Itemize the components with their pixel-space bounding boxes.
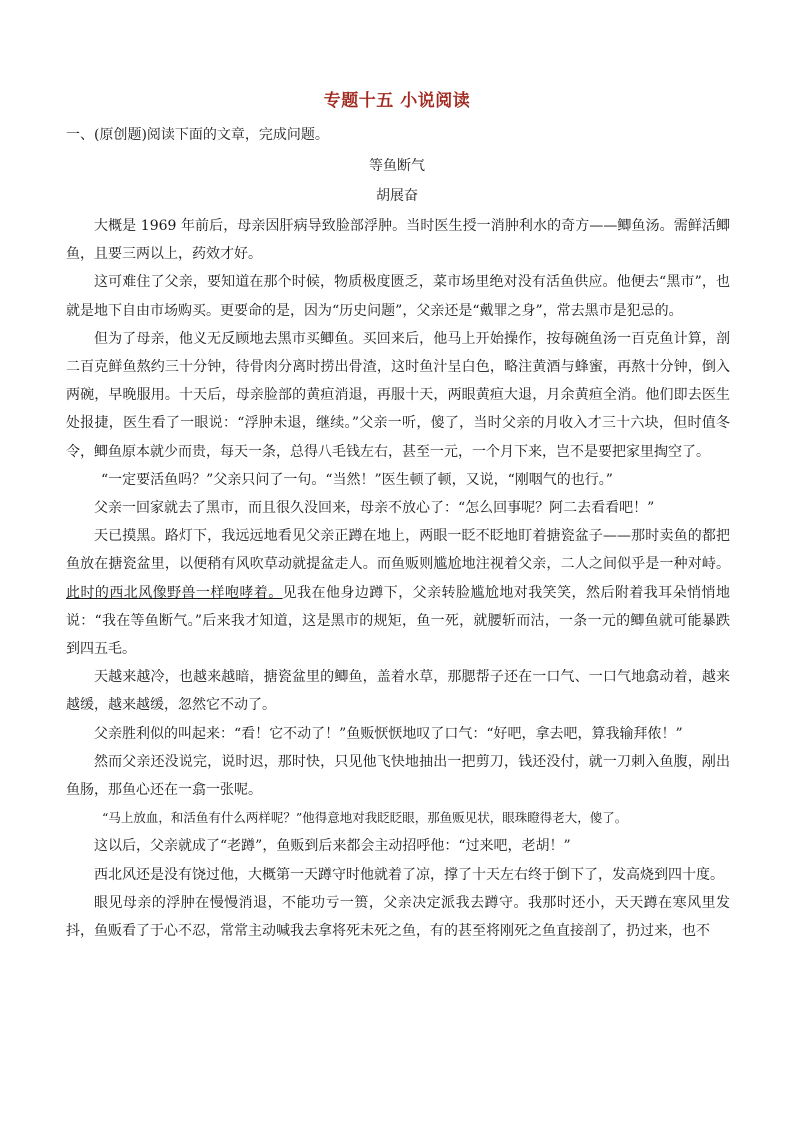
essay-author: 胡展奋	[376, 188, 418, 204]
paragraph-9: 然而父亲还没说完，说时迟，那时快，只见他飞快地抽出一把剪刀，钱还没付，就一刀刺入鱼腹，剐出鱼肠，那鱼心还在一翕一张呢。	[66, 753, 730, 799]
underlined-sentence: 此时的西北风像野兽一样咆哮着。	[66, 584, 283, 601]
page-title: 专题十五 小说阅读	[323, 91, 471, 111]
paragraph-4: “一定要活鱼吗？”父亲只问了一句。“当然！”医生顿了顿，又说，“刚咽气的也行。”	[101, 471, 613, 488]
paragraph-11: 这以后，父亲就成了“老蹲”，鱼贩到后来都会主动招呼他：“过来吧，老胡！”	[94, 838, 571, 855]
paragraph-2: 这可难住了父亲，要知道在那个时候，物质极度匮乏，菜市场里绝对没有活鱼供应。他便去“黑市”，也就是地下自由市场购买。更要命的是，因为“历史问题”，父亲还是“戴罪之身”，常去黑市是犯忌的。	[66, 274, 730, 319]
paragraph-7: 天越来越冷，也越来越暗，搪瓷盆里的鲫鱼，盖着水草，那腮帮子还在一口气、一口气地翕动着，越来越缓，越来越缓，忽然它不动了。	[66, 669, 730, 714]
essay-body	[66, 212, 730, 945]
paragraph-13: 眼见母亲的浮肿在慢慢消退，不能功亏一篑，父亲决定派我去蹲守。我那时还小，天天蹲在寒风里发抖，鱼贩看了于心不忍，常常主动喊我去拿将死未死之鱼，有的甚至将刚死之鱼直接剖了，扔过来，也不	[66, 894, 730, 940]
paragraph-5: 父亲一回家就去了黑市，而且很久没回来，母亲不放心了：“怎么回事呢？阿二去看看吧！”	[94, 500, 655, 517]
paragraph-6	[66, 522, 730, 663]
paragraph-8: 父亲胜利似的叫起来：“看！它不动了！”鱼贩恹恹地叹了口气：“好吧，拿去吧，算我输拜侬！”	[94, 725, 683, 742]
paragraph-3: 但为了母亲，他义无反顾地去黑市买鲫鱼。买回来后，他马上开始操作，按每碗鱼汤一百克鱼计算，剖二百克鲜鱼熬约三十分钟，待骨肉分离时捞出骨渣，这时鱼汁呈白色，略注黄酒与蜂蜜，再熬十分钟，倒入两碗，早晚服用。十天后，母亲脸部的黄疸消退，再服十天，两眼黄疸大退，月余黄疸全消。他们即去医生处报捷，医生看了一眼说：“浮肿未退，继续。”父亲一听，傻了，当时父亲的月收入才三十六块，但时值冬令，鲫鱼原本就少而贵，每天一条，总得八毛钱左右，甚至一元，一个月下来，岂不是要把家里掏空了。	[66, 330, 730, 460]
paragraph-6-text-b: 见我在他身边蹲下，父亲转脸尴尬地对我笑笑，然后附着我耳朵悄悄地说：“我在等鱼断气。”后来我才知道，这是黑市的规矩，鱼一死，就腰斩而沽，一条一元的鲫鱼就可能暴跌到四五毛。	[66, 584, 731, 658]
question-intro: 一、(原创题)阅读下面的文章，完成问题。	[66, 127, 329, 143]
essay-title: 等鱼断气	[369, 158, 425, 174]
paragraph-6-text-a: 天已摸黑。路灯下，我远远地看见父亲正蹲在地上，两眼一眨不眨地盯着搪瓷盆子——那时卖鱼的都把鱼放在搪瓷盆里，以便稍有风吹草动就提盆走人。而鱼贩则尴尬地注视着父亲，二人之间似乎是一种对峙。	[66, 528, 730, 573]
paragraph-12: 西北风还是没有饶过他，大概第一天蹲守时他就着了凉，撑了十天左右终于倒下了，发高烧到四十度。	[94, 866, 724, 883]
paragraph-1: 大概是 1969 年前后，母亲因肝病导致脸部浮肿。当时医生授一消肿利水的奇方——鲫鱼汤。需鲜活鲫鱼，且要三两以上，药效才好。	[66, 218, 730, 263]
paragraph-10: “马上放血，和活鱼有什么两样呢？”他得意地对我眨眨眼，那鱼贩见状，眼珠瞪得老大，傻了。	[102, 810, 628, 826]
